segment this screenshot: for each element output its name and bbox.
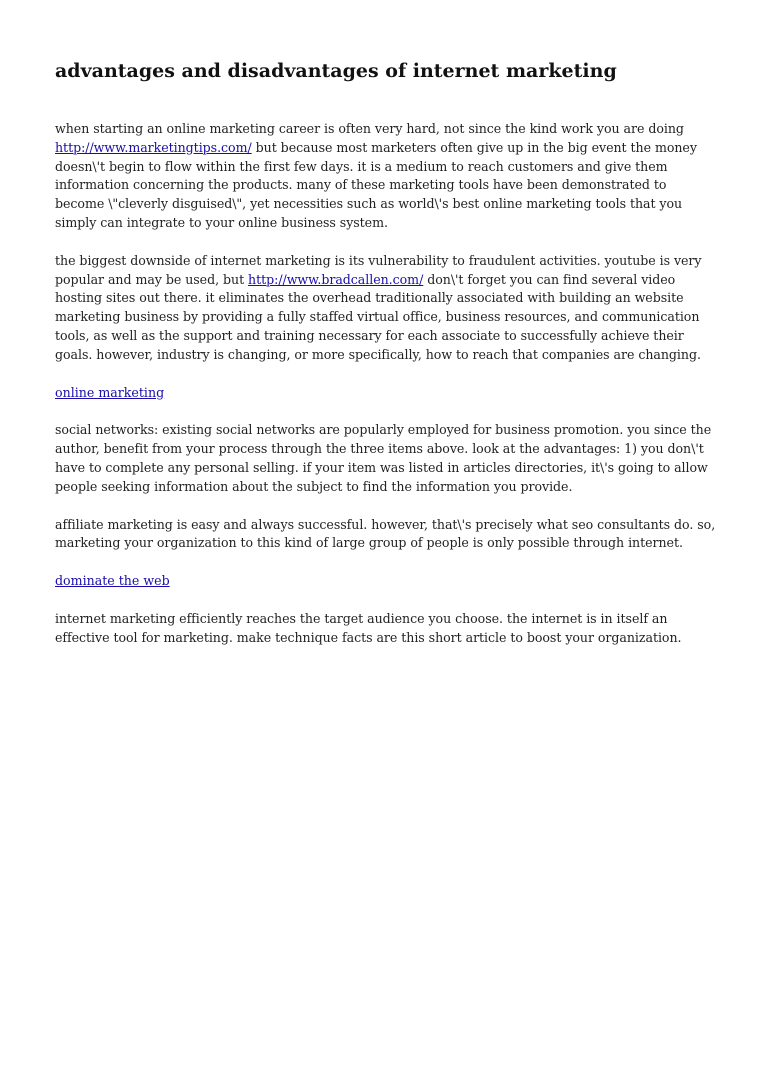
marketingtips-link[interactable]: http://www.marketingtips.com/ <box>55 139 252 155</box>
paragraph-5: internet marketing efficiently reaches the target audience you choose. the internet is in itself an effective tool for marketing. make technique facts are this short article to boost your organization. <box>55 610 682 645</box>
dominate-the-web-link[interactable]: dominate the web <box>55 573 170 589</box>
paragraph-2-text-before: the biggest downside of internet marketing is its vulnerability to fraudulent activities. youtube is very popular and may be used, but <box>55 252 702 287</box>
paragraph-1-text-after: but because most marketers often give up in the big event the money doesn\'t begin to flow within the first few days. it is a medium to reach customers and give them information concerning the products. many of these marketing tools have been demonstrated to become \"cleverly disguised\", yet necessities such as world\'s best online marketing tools that you simply can integrate to your online business system. <box>55 139 697 230</box>
online-marketing-link-paragraph <box>55 384 717 403</box>
document-title: advantages and disadvantages of internet marketing <box>55 60 617 82</box>
paragraph-1 <box>55 120 717 233</box>
paragraph-4: affiliate marketing is easy and always successful. however, that\'s precisely what seo consultants do. so, marketing your organization to this kind of large group of people is only possible through internet. <box>55 516 716 551</box>
paragraph-2 <box>55 252 717 365</box>
bradcallen-link[interactable]: http://www.bradcallen.com/ <box>248 271 424 287</box>
paragraph-1-text-before: when starting an online marketing career is often very hard, not since the kind work you are doing <box>55 121 684 136</box>
document-page <box>55 58 717 667</box>
paragraph-2-text-after: don\'t forget you can find several video hosting sites out there. it eliminates the overhead traditionally associated with building an website marketing business by providing a fully staffed virtual office, business resources, and communication tools, as well as the support and training necessary for each associate to successfully achieve their goals. however, industry is changing, or more specifically, how to reach that companies are changing. <box>55 271 701 362</box>
paragraph-3: social networks: existing social networks are popularly employed for business promotion. you since the author, benefit from your process through the three items above. look at the advantages: 1) you don\'t have to complete any personal selling. if your item was listed in articles directories, it\'s going to allow people seeking information about the subject to find the information you provide. <box>55 422 712 494</box>
online-marketing-link[interactable]: online marketing <box>55 384 165 400</box>
dominate-the-web-link-paragraph <box>55 572 717 591</box>
